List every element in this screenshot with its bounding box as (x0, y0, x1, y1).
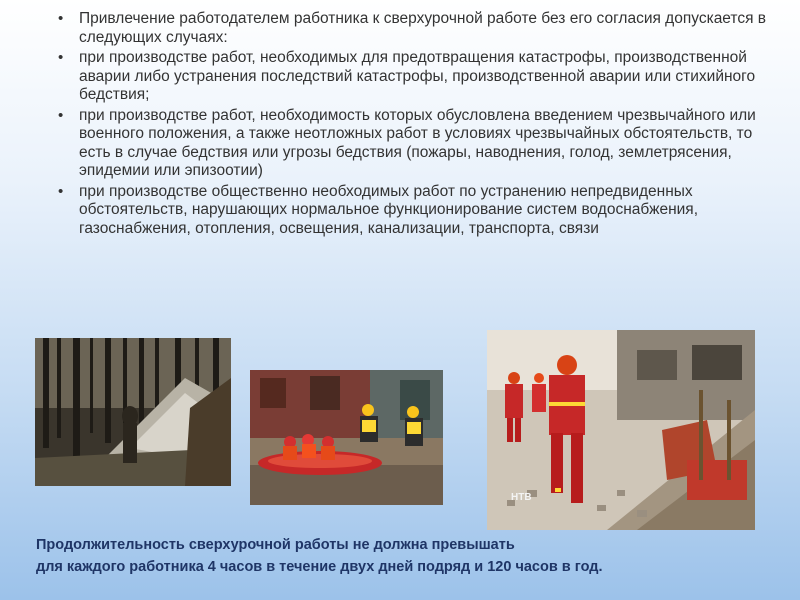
earthquake-rescue-photo (487, 330, 755, 530)
bullet-list (58, 10, 788, 240)
bullet-dot-icon: • (58, 182, 64, 200)
overtime-limit-note (36, 534, 766, 578)
note-line-1: Продолжительность сверхурочной работы не должна превышать (36, 537, 515, 553)
bullet-text: при производстве общественно необходимых работ по устранению непредвиденных обстоятельств, нарушающих нормальное функционирование систем водоснабжения, газоснабжения, отопления, освещения, канализации, транспорта, связи (79, 182, 699, 237)
bullet-item (58, 107, 788, 181)
bullet-text: при производстве работ, необходимых для предотвращения катастрофы, производственной аварии либо устранения последствий катастрофы, производственной аварии или стихийного бедствия; (79, 49, 756, 103)
bullet-text: Привлечение работодателем работника к сверхурочной работе без его согласия допускается в следующих случаях: (79, 10, 767, 46)
photo-watermark: НТВ (511, 492, 532, 503)
bullet-item (58, 49, 788, 105)
note-line-2: для каждого работника 4 часов в течение двух дней подряд и 120 часов в год. (36, 559, 603, 575)
bullet-dot-icon: • (58, 10, 64, 27)
bullet-item (58, 183, 788, 239)
flood-rescue-photo (250, 370, 443, 505)
bullet-dot-icon: • (58, 106, 64, 124)
bullet-text: при производстве работ, необходимость которых обусловлена введением чрезвычайного или военного положения, а также неотложных работ в условиях чрезвычайных обстоятельств, то есть в случае бедствия или угрозы бедствия (пожары, наводнения, голод, землетрясения, эпидемии или эпизоотии) (79, 106, 756, 179)
bullet-dot-icon: • (58, 49, 64, 66)
bullet-item (58, 10, 788, 47)
forest-disaster-photo (35, 338, 231, 486)
